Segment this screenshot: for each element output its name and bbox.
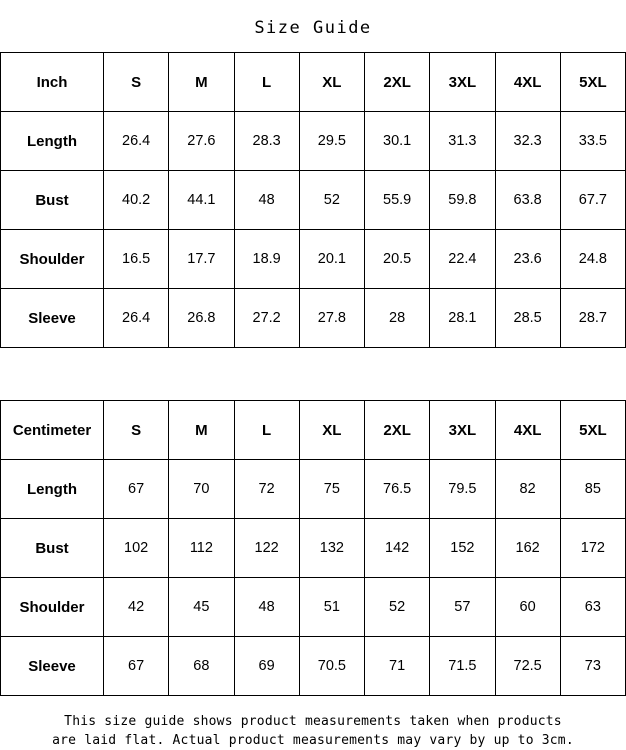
cell-value: 24.8 — [560, 230, 625, 289]
size-header-3xl: 3XL — [430, 401, 495, 460]
cell-value: 71.5 — [430, 637, 495, 696]
row-label-shoulder: Shoulder — [1, 578, 104, 637]
cell-value: 71 — [365, 637, 430, 696]
size-header-m: M — [169, 53, 234, 112]
cell-value: 152 — [430, 519, 495, 578]
cell-value: 27.2 — [234, 289, 299, 348]
cell-value: 55.9 — [365, 171, 430, 230]
cell-value: 52 — [365, 578, 430, 637]
cell-value: 17.7 — [169, 230, 234, 289]
cell-value: 48 — [234, 171, 299, 230]
cell-value: 28 — [365, 289, 430, 348]
cell-value: 57 — [430, 578, 495, 637]
footnote — [0, 696, 626, 750]
cell-value: 76.5 — [365, 460, 430, 519]
cell-value: 31.3 — [430, 112, 495, 171]
cell-value: 42 — [104, 578, 169, 637]
cell-value: 75 — [299, 460, 364, 519]
footnote-line-1: This size guide shows product measurements taken when products — [64, 714, 562, 729]
size-header-l: L — [234, 401, 299, 460]
cell-value: 52 — [299, 171, 364, 230]
size-header-xl: XL — [299, 401, 364, 460]
table-separator — [0, 348, 626, 400]
cell-value: 72 — [234, 460, 299, 519]
cell-value: 132 — [299, 519, 364, 578]
cell-value: 67 — [104, 637, 169, 696]
unit-label-inch: Inch — [1, 53, 104, 112]
cell-value: 27.6 — [169, 112, 234, 171]
page-title: Size Guide — [254, 18, 372, 38]
table-row — [1, 171, 626, 230]
cell-value: 20.5 — [365, 230, 430, 289]
cell-value: 32.3 — [495, 112, 560, 171]
cell-value: 63.8 — [495, 171, 560, 230]
cell-value: 30.1 — [365, 112, 430, 171]
cell-value: 33.5 — [560, 112, 625, 171]
cell-value: 162 — [495, 519, 560, 578]
cell-value: 18.9 — [234, 230, 299, 289]
row-label-sleeve: Sleeve — [1, 637, 104, 696]
table-header-row — [1, 53, 626, 112]
cell-value: 59.8 — [430, 171, 495, 230]
cell-value: 29.5 — [299, 112, 364, 171]
size-header-5xl: 5XL — [560, 53, 625, 112]
size-table-centimeter — [0, 400, 626, 696]
size-header-5xl: 5XL — [560, 401, 625, 460]
table-row — [1, 112, 626, 171]
row-label-sleeve: Sleeve — [1, 289, 104, 348]
cell-value: 26.8 — [169, 289, 234, 348]
size-header-4xl: 4XL — [495, 401, 560, 460]
size-header-s: S — [104, 401, 169, 460]
cell-value: 20.1 — [299, 230, 364, 289]
cell-value: 40.2 — [104, 171, 169, 230]
cell-value: 85 — [560, 460, 625, 519]
cell-value: 122 — [234, 519, 299, 578]
table-row — [1, 637, 626, 696]
footnote-line-2: are laid flat. Actual product measurements may vary by up to 3cm. — [52, 733, 574, 748]
cell-value: 102 — [104, 519, 169, 578]
cell-value: 72.5 — [495, 637, 560, 696]
size-header-2xl: 2XL — [365, 401, 430, 460]
unit-label-centimeter: Centimeter — [1, 401, 104, 460]
size-header-3xl: 3XL — [430, 53, 495, 112]
cell-value: 27.8 — [299, 289, 364, 348]
cell-value: 69 — [234, 637, 299, 696]
cell-value: 28.7 — [560, 289, 625, 348]
cell-value: 79.5 — [430, 460, 495, 519]
cell-value: 28.3 — [234, 112, 299, 171]
size-header-m: M — [169, 401, 234, 460]
cell-value: 23.6 — [495, 230, 560, 289]
cell-value: 60 — [495, 578, 560, 637]
cell-value: 26.4 — [104, 112, 169, 171]
row-label-bust: Bust — [1, 171, 104, 230]
cell-value: 142 — [365, 519, 430, 578]
size-header-l: L — [234, 53, 299, 112]
size-header-s: S — [104, 53, 169, 112]
row-label-length: Length — [1, 112, 104, 171]
cell-value: 48 — [234, 578, 299, 637]
cell-value: 67.7 — [560, 171, 625, 230]
cell-value: 51 — [299, 578, 364, 637]
row-label-shoulder: Shoulder — [1, 230, 104, 289]
table-row — [1, 519, 626, 578]
cell-value: 172 — [560, 519, 625, 578]
table-row — [1, 578, 626, 637]
table-row — [1, 460, 626, 519]
table-header-row — [1, 401, 626, 460]
cell-value: 28.1 — [430, 289, 495, 348]
cell-value: 70.5 — [299, 637, 364, 696]
cell-value: 26.4 — [104, 289, 169, 348]
cell-value: 44.1 — [169, 171, 234, 230]
size-header-2xl: 2XL — [365, 53, 430, 112]
cell-value: 16.5 — [104, 230, 169, 289]
cell-value: 82 — [495, 460, 560, 519]
cell-value: 70 — [169, 460, 234, 519]
table-row — [1, 289, 626, 348]
cell-value: 68 — [169, 637, 234, 696]
cell-value: 67 — [104, 460, 169, 519]
cell-value: 28.5 — [495, 289, 560, 348]
cell-value: 63 — [560, 578, 625, 637]
size-header-4xl: 4XL — [495, 53, 560, 112]
row-label-bust: Bust — [1, 519, 104, 578]
size-header-xl: XL — [299, 53, 364, 112]
cell-value: 73 — [560, 637, 625, 696]
cell-value: 45 — [169, 578, 234, 637]
cell-value: 112 — [169, 519, 234, 578]
size-table-inch — [0, 52, 626, 348]
cell-value: 22.4 — [430, 230, 495, 289]
row-label-length: Length — [1, 460, 104, 519]
table-row — [1, 230, 626, 289]
